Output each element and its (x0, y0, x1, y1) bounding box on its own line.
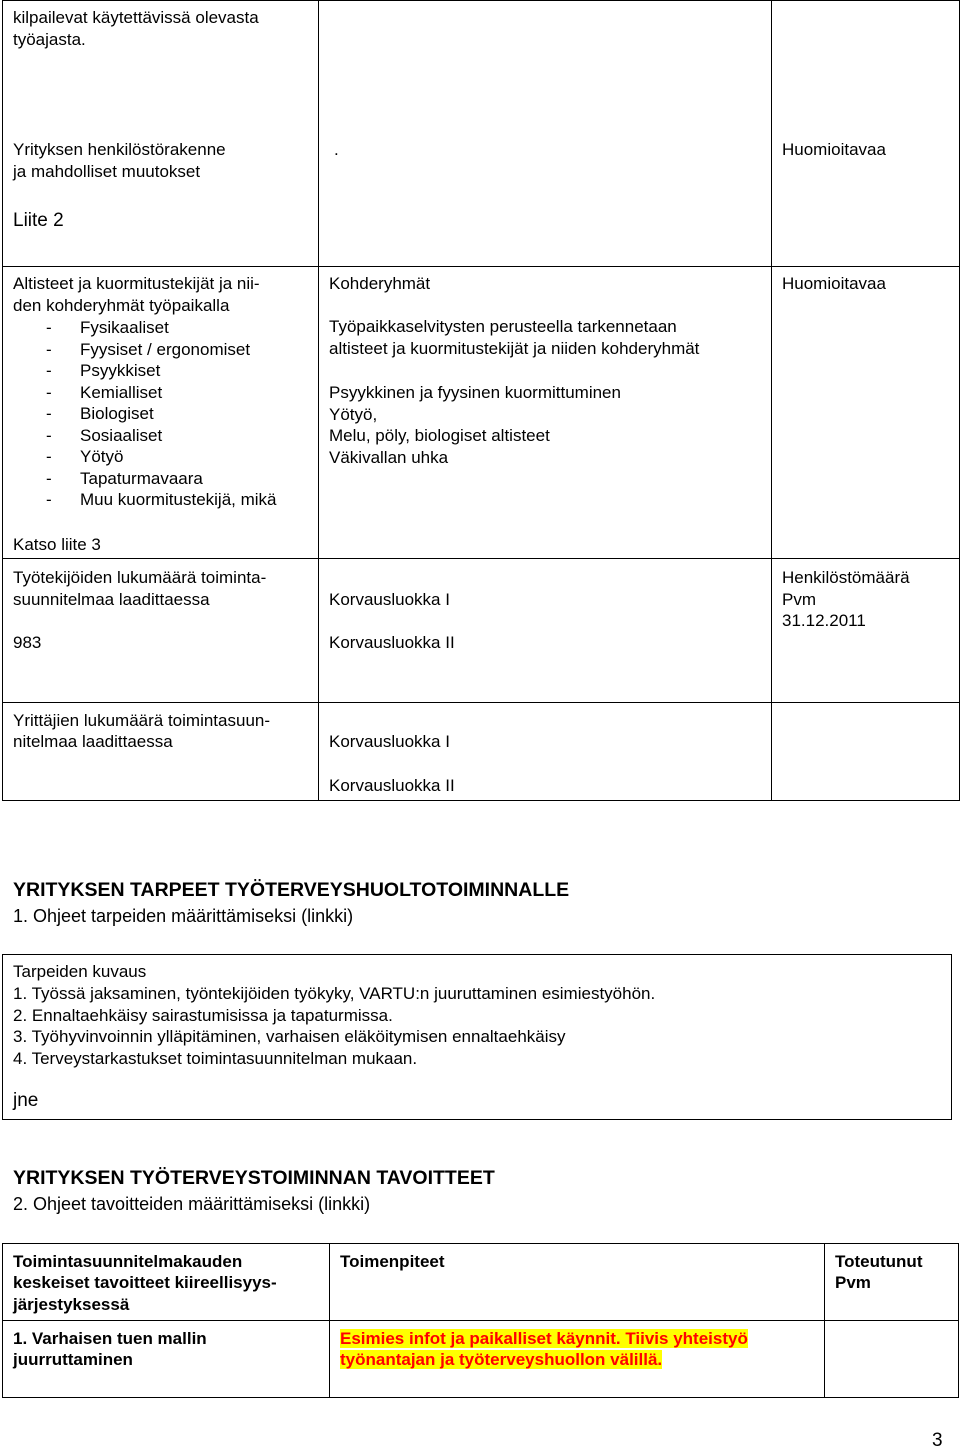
kohderyhmat-title: Kohderyhmät (329, 274, 431, 293)
kohderyhmat-item: Väkivallan uhka (329, 448, 449, 467)
liite-2-label: Liite 2 (13, 210, 64, 231)
tarpeet-heading: YRITYKSEN TARPEET TYÖTERVEYSHUOLTOTOIMINNALLE (13, 879, 570, 901)
huomioitavaa-label-2: Huomioitavaa (782, 274, 886, 293)
tyontekijat-korvausluokka-1: Korvausluokka I (329, 590, 450, 609)
yrittajat-label-line-2: nitelmaa laadittaessa (13, 732, 173, 751)
tavoitteet-heading: YRITYKSEN TYÖTERVEYSTOIMINNAN TAVOITTEET (13, 1167, 495, 1189)
tavoitteet-row1-action-line-1 (340, 1328, 748, 1350)
altisteet-title-line-2: den kohderyhmät työpaikalla (13, 296, 230, 315)
highlighted-action-text: työnantajan ja työterveyshuollon välillä. (340, 1350, 663, 1369)
highlighted-action-text: Esimies infot ja paikalliset käynnit. Tiivis yhteistyö (340, 1329, 748, 1348)
tavoitteet-instruction-link[interactable]: 2. Ohjeet tavoitteiden määrittämiseksi (linkki) (13, 1194, 371, 1214)
tarpeet-list (13, 983, 655, 1069)
tarpeet-jne: jne (13, 1090, 39, 1111)
kohderyhmat-item: Yötyö, (329, 405, 378, 424)
continued-text-line-1: kilpailevat käytettävissä olevasta (13, 8, 259, 27)
page-number: 3 (932, 1430, 943, 1451)
altisteet-item: - Fysikaaliset (13, 317, 277, 339)
altisteet-item: - Kemialliset (13, 382, 277, 404)
henkilostomaara-label: Henkilöstömäärä (782, 568, 910, 587)
tavoitteet-col1-header-line-2: keskeiset tavoitteet kiireellisyys- (13, 1273, 277, 1292)
altisteet-item: - Psyykkiset (13, 360, 277, 382)
tavoitteet-row-divider (2, 1320, 959, 1321)
altisteet-item: - Fyysiset / ergonomiset (13, 339, 277, 361)
tyontekijat-count: 983 (13, 633, 42, 652)
pvm-label: Pvm (782, 590, 816, 609)
yrittajat-korvausluokka-1: Korvausluokka I (329, 732, 450, 751)
yrittajat-korvausluokka-2: Korvausluokka II (329, 776, 455, 795)
tarpeet-item: 1. Työssä jaksaminen, työntekijöiden työkyky, VARTU:n juuruttaminen esimiestyöhön. (13, 984, 656, 1003)
continued-text-line-2: työajasta. (13, 30, 86, 49)
tarpeet-item: 4. Terveystarkastukset toimintasuunnitelman mukaan. (13, 1048, 418, 1068)
altisteet-list (13, 317, 277, 511)
tavoitteet-col1-header-line-1: Toimintasuunnitelmakauden (13, 1252, 243, 1271)
altisteet-title-line-1: Altisteet ja kuormitustekijät ja nii- (13, 274, 260, 293)
tarpeet-item: 3. Työhyvinvoinnin ylläpitäminen, varhaisen eläköitymisen ennaltaehkäisy (13, 1027, 566, 1046)
tyontekijat-label-line-2: suunnitelmaa laadittaessa (13, 590, 210, 609)
tyontekijat-korvausluokka-2: Korvausluokka II (329, 633, 455, 652)
tyontekijat-label-line-1: Työtekijöiden lukumäärä toiminta- (13, 568, 267, 587)
yrittajat-label-line-1: Yrittäjien lukumäärä toimintasuun- (13, 711, 271, 730)
tarpeet-box-title: Tarpeiden kuvaus (13, 962, 147, 981)
tarpeet-item: 2. Ennaltaehkäisy sairastumisissa ja tapaturmissa. (13, 1005, 393, 1025)
tavoitteet-col3-header-line-2: Pvm (835, 1273, 871, 1292)
tavoitteet-col3-header-line-1: Toteutunut (835, 1252, 923, 1271)
altisteet-item: - Sosiaaliset (13, 425, 277, 447)
henkilosto-label-line-1: Yrityksen henkilöstörakenne (13, 140, 226, 159)
kohderyhmat-item: Psyykkinen ja fyysinen kuormittuminen (329, 383, 621, 402)
altisteet-item: - Yötyö (13, 446, 277, 468)
tavoitteet-row1-goal-line-1: 1. Varhaisen tuen mallin (13, 1329, 207, 1348)
upper-table-col-divider-2 (771, 0, 772, 801)
tarpeet-instruction-link[interactable]: 1. Ohjeet tarpeiden määrittämiseksi (linkki) (13, 906, 354, 926)
huomioitavaa-label-1: Huomioitavaa (782, 140, 886, 159)
tavoitteet-row1-goal-line-2: juurruttaminen (13, 1350, 133, 1369)
pvm-value: 31.12.2011 (782, 611, 866, 630)
kohderyhmat-item: Melu, pöly, biologiset altisteet (329, 426, 550, 445)
upper-table-row-divider-2 (2, 558, 960, 559)
kohderyhmat-desc-line-1: Työpaikkaselvitysten perusteella tarkennetaan (329, 317, 677, 336)
upper-table-row-divider-1 (2, 266, 960, 267)
katso-liite-3-label: Katso liite 3 (13, 535, 101, 554)
tavoitteet-row1-action-line-2 (340, 1349, 662, 1371)
altisteet-item: - Muu kuormitustekijä, mikä (13, 489, 277, 511)
upper-table-col-divider-1 (318, 0, 319, 801)
altisteet-item: - Tapaturmavaara (13, 468, 277, 490)
altisteet-item: - Biologiset (13, 403, 277, 425)
henkilosto-label-line-2: ja mahdolliset muutokset (13, 162, 201, 181)
upper-table-row-divider-3 (2, 702, 960, 703)
period-mark: . (334, 140, 339, 159)
tavoitteet-col1-header-line-3: järjestyksessä (13, 1295, 130, 1314)
tavoitteet-col2-header: Toimenpiteet (340, 1252, 445, 1271)
kohderyhmat-desc-line-2: altisteet ja kuormitustekijät ja niiden kohderyhmät (329, 339, 700, 358)
